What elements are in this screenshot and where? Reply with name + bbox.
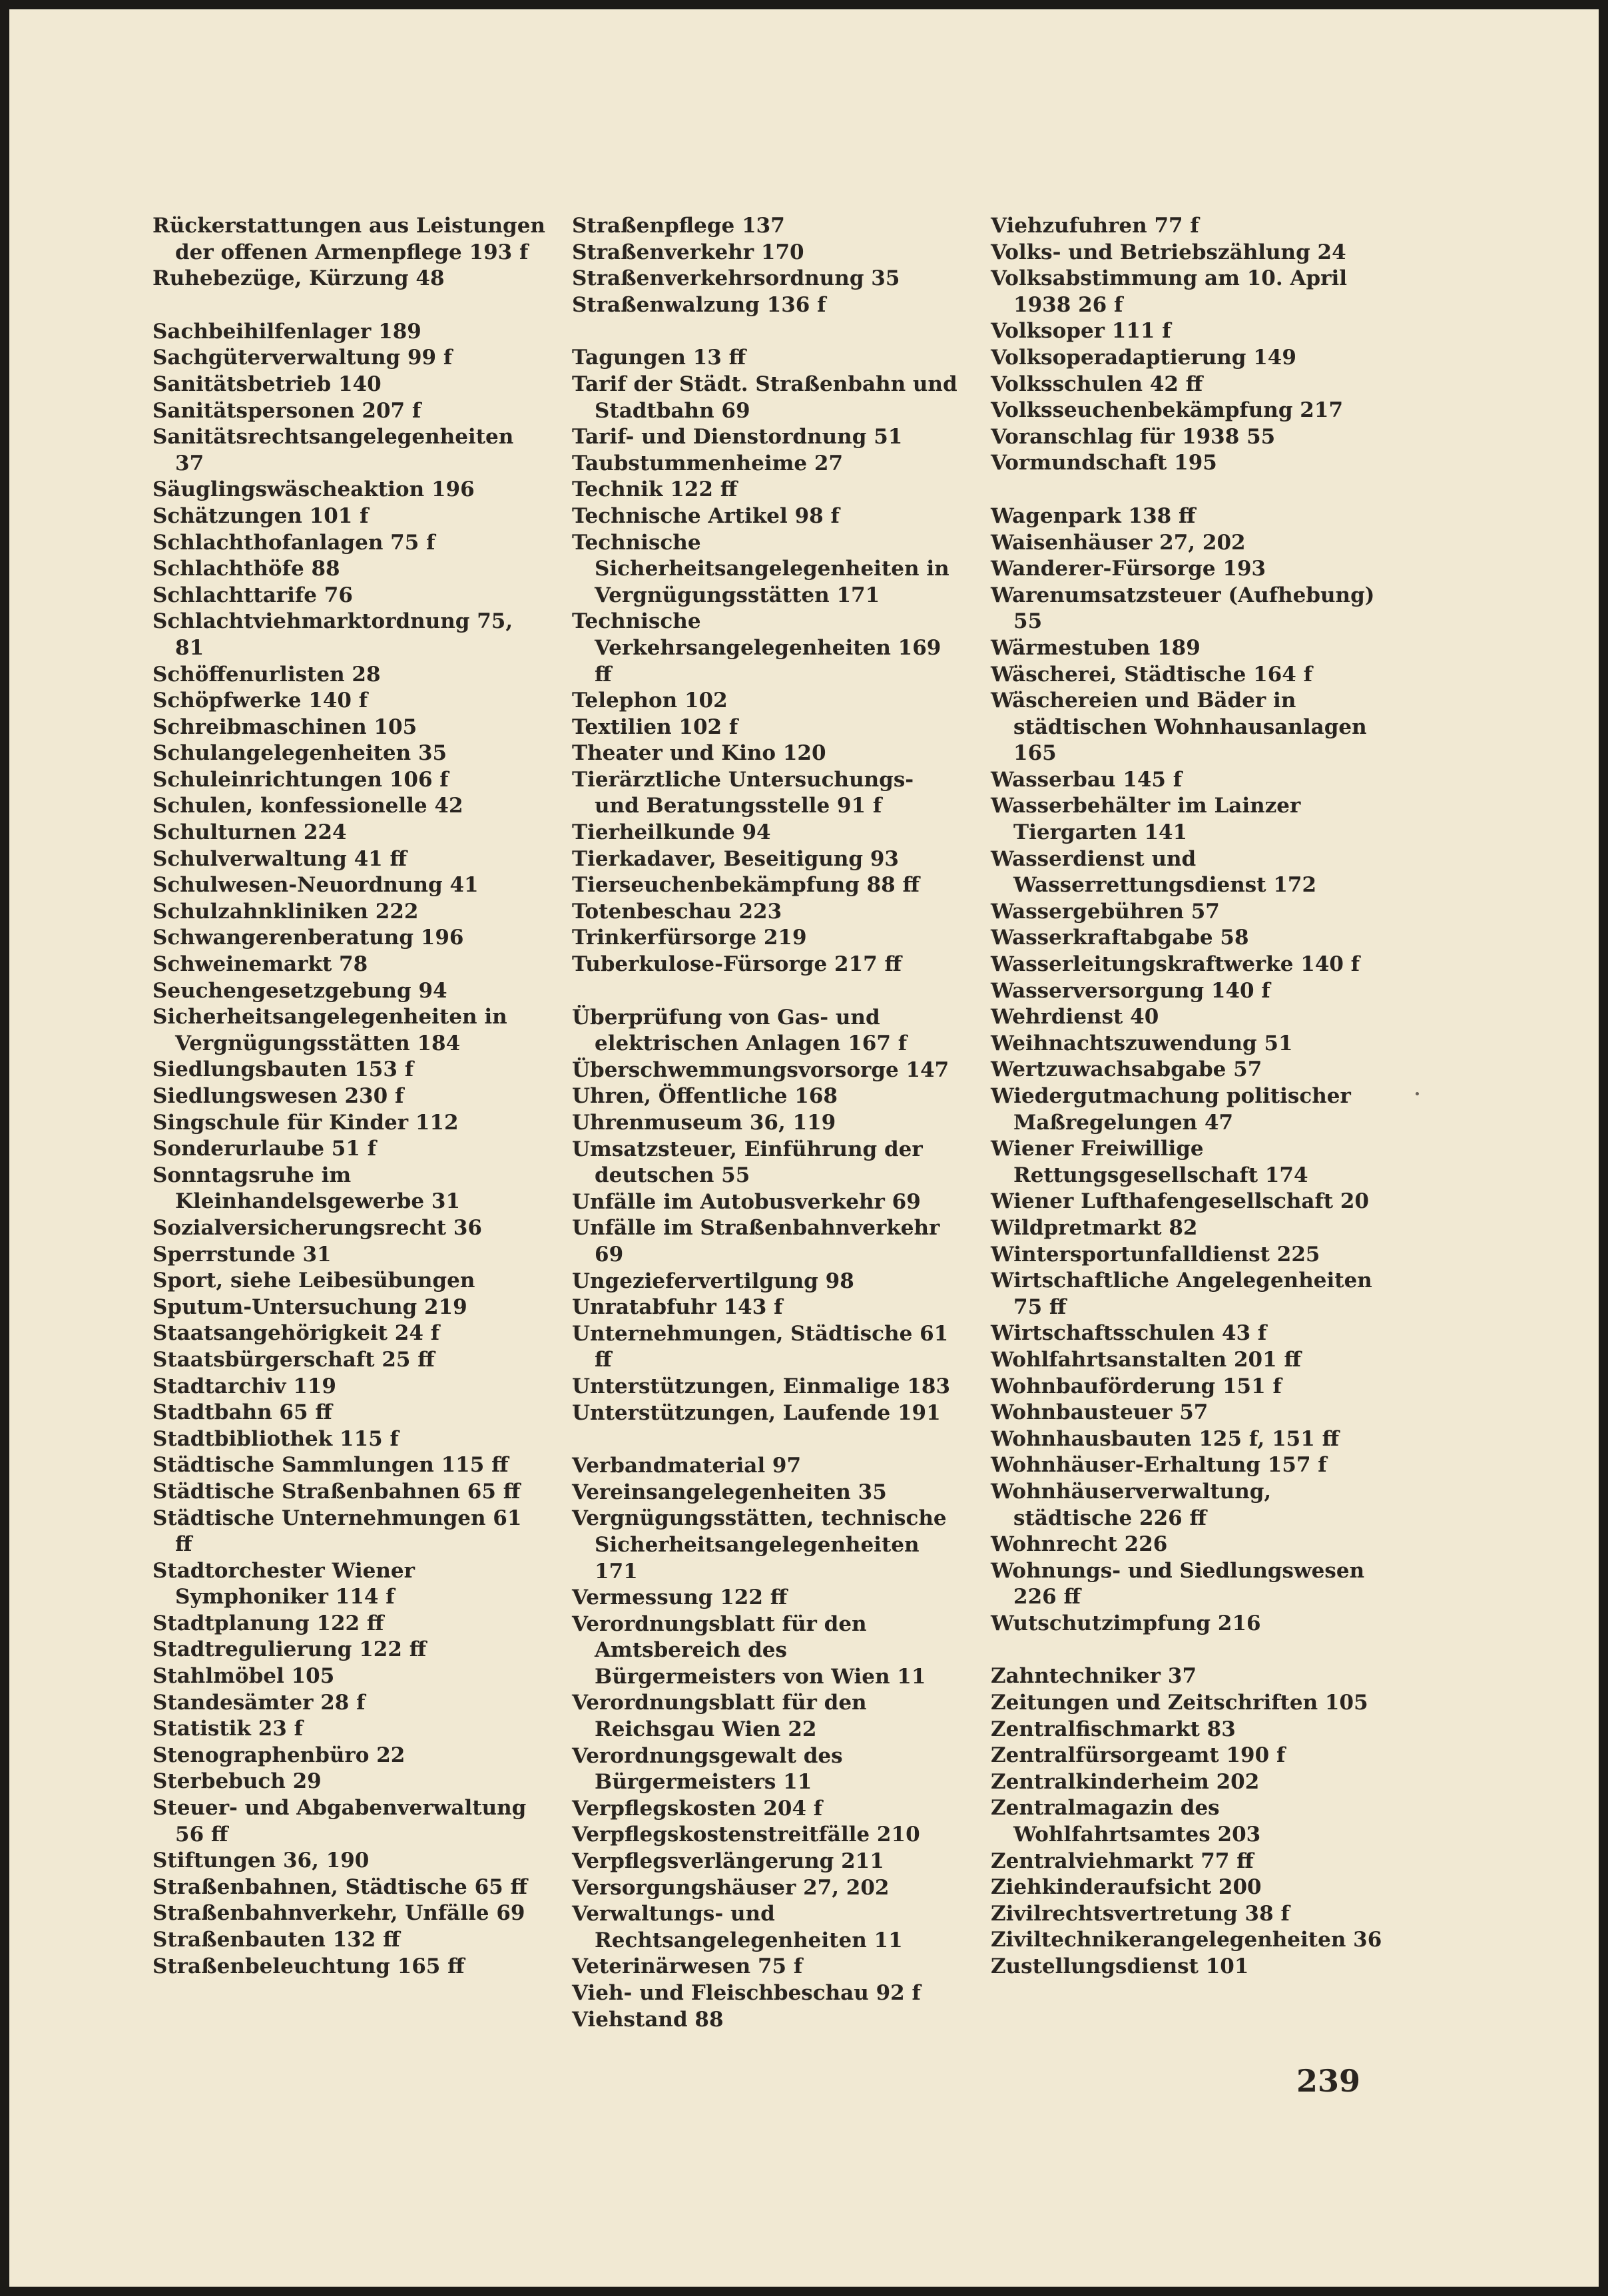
index-entry: Schreibmaschinen 105: [152, 715, 417, 739]
index-entry: Unfälle im Autobusverkehr 69: [572, 1189, 921, 1214]
index-entry: Wiener Freiwillige Rettungsgesellschaft 174: [991, 1137, 1308, 1187]
index-entry: Ziviltechnikerangelegenheiten 36: [991, 1928, 1382, 1952]
index-entry: Singschule für Kinder 112: [152, 1110, 459, 1135]
index-entry: Wagenpark 138 ff: [991, 503, 1196, 528]
index-entry: Tierkadaver, Beseitigung 93: [572, 846, 899, 871]
index-entry: Telephon 102: [572, 689, 728, 713]
index-entry: Totenbeschau 223: [572, 899, 782, 924]
index-entry: Sanitätsbetrieb 140: [152, 372, 382, 396]
index-entry: Technik 122 ff: [572, 477, 738, 502]
index-entry: Städtische Sammlungen 115 ff: [152, 1453, 509, 1478]
index-entry: Tierheilkunde 94: [572, 820, 771, 845]
index-entry: Schöpfwerke 140 f: [152, 689, 368, 713]
index-entry: Wäscherei, Städtische 164 f: [991, 662, 1312, 687]
index-entry: Volksoper 111 f: [991, 319, 1171, 344]
index-entry: Siedlungsbauten 153 f: [152, 1057, 414, 1082]
index-entry: Stadtorchester Wiener Symphoniker 114 f: [152, 1558, 415, 1609]
index-entry: Sachgüterverwaltung 99 f: [152, 346, 453, 370]
index-entry: Wohnbauförderung 151 f: [991, 1374, 1282, 1398]
index-entry: Zentralfischmarkt 83: [991, 1717, 1236, 1741]
index-entry: Zentralmagazin des Wohlfahrtsamtes 203: [991, 1796, 1261, 1847]
index-entry: Wohnhausbauten 125 f, 151 ff: [991, 1426, 1340, 1451]
index-entry: Tuberkulose-Fürsorge 217 ff: [572, 952, 902, 977]
index-entry: Ruhebezüge, Kürzung 48: [152, 266, 445, 291]
index-entry: Überprüfung von Gas- und elektrischen Anlagen 167 f: [572, 1005, 908, 1056]
index-column-2: [572, 213, 965, 2033]
page-number: 239: [1296, 2063, 1361, 2099]
index-entry: Seuchengesetzgebung 94: [152, 978, 447, 1003]
index-entry: Waisenhäuser 27, 202: [991, 530, 1246, 555]
index-entry: Zustellungsdienst 101: [991, 1954, 1249, 1978]
index-entry: Tagungen 13 ff: [572, 346, 746, 370]
index-entry: Sterbebuch 29: [152, 1769, 322, 1794]
index-entry: Stiftungen 36, 190: [152, 1849, 370, 1873]
index-entry: Technische Sicherheitsangelegenheiten in Vergnügungsstätten 171: [572, 530, 949, 607]
index-entry: Staatsangehörigkeit 24 f: [152, 1321, 440, 1346]
index-entry: Wasserversorgung 140 f: [991, 978, 1270, 1003]
index-entry: Volksseuchenbekämpfung 217: [991, 398, 1344, 423]
index-entry: Sperrstunde 31: [152, 1242, 332, 1267]
index-entry: Stadtarchiv 119: [152, 1374, 336, 1398]
index-entry: Steuer- und Abgabenverwaltung 56 ff: [152, 1796, 527, 1847]
index-entry: Zahntechniker 37: [991, 1664, 1197, 1689]
index-entry: Schulwesen-Neuordnung 41: [152, 873, 479, 898]
index-entry: Verwaltungs- und Rechtsangelegenheiten 11: [572, 1902, 903, 1952]
index-entry: Stadtplanung 122 ff: [152, 1611, 384, 1635]
index-entry: Taubstummenheime 27: [572, 451, 844, 475]
index-entry: Schöffenurlisten 28: [152, 662, 381, 687]
index-entry: Stadtbibliothek 115 f: [152, 1426, 399, 1451]
index-entry: Straßenverkehrsordnung 35: [572, 266, 900, 291]
index-entry: Wertzuwachsabgabe 57: [991, 1057, 1262, 1082]
index-entry: Vereinsangelegenheiten 35: [572, 1480, 887, 1504]
index-entry: Zivilrechtsvertretung 38 f: [991, 1901, 1290, 1926]
index-entry: Wäschereien und Bäder in städtischen Wohnhausanlagen 165: [991, 689, 1367, 766]
index-entry: Statistik 23 f: [152, 1717, 303, 1741]
index-entry: Sport, siehe Leibesübungen: [152, 1269, 475, 1293]
index-entry: Wassergebühren 57: [991, 899, 1220, 924]
index-entry: Textilien 102 f: [572, 715, 738, 739]
index-entry: Wohnbausteuer 57: [991, 1400, 1208, 1425]
index-entry: Sozialversicherungsrecht 36: [152, 1215, 483, 1240]
index-entry: Versorgungshäuser 27, 202: [572, 1875, 890, 1900]
index-entry: Volksoperadaptierung 149: [991, 345, 1296, 370]
index-entry: Schulturnen 224: [152, 820, 347, 845]
index-entry: Straßenbeleuchtung 165 ff: [152, 1954, 465, 1978]
index-entry: Weihnachtszuwendung 51: [991, 1031, 1293, 1055]
index-entry: Unterstützungen, Einmalige 183: [572, 1374, 951, 1398]
index-entry: Verordnungsblatt für den Amtsbereich des Bürgermeisters von Wien 11: [572, 1611, 926, 1689]
index-entry: Unfälle im Straßenbahnverkehr 69: [572, 1216, 940, 1267]
index-entry: Verordnungsgewalt des Bürgermeisters 11: [572, 1743, 843, 1795]
index-entry: Wasserbau 145 f: [991, 767, 1183, 792]
index-entry: Verbandmaterial 97: [572, 1454, 802, 1478]
index-entry: Stadtregulierung 122 ff: [152, 1637, 427, 1662]
index-entry: Sanitätspersonen 207 f: [152, 398, 421, 423]
index-entry: Wohnungs- und Siedlungswesen 226 ff: [991, 1558, 1365, 1609]
index-entry: Säuglingswäscheaktion 196: [152, 477, 475, 502]
index-entry: Zentralfürsorgeamt 190 f: [991, 1743, 1286, 1768]
index-entry: Tierseuchenbekämpfung 88 ff: [572, 873, 920, 898]
index-entry: Wintersportunfalldienst 225: [991, 1242, 1320, 1267]
index-entry: Viehzufuhren 77 f: [991, 214, 1199, 238]
index-entry: Wutschutzimpfung 216: [991, 1611, 1261, 1635]
index-column-3: [991, 213, 1384, 1980]
index-entry: Wasserbehälter im Lainzer Tiergarten 141: [991, 794, 1301, 845]
index-entry: Uhrenmuseum 36, 119: [572, 1111, 836, 1135]
index-entry: Verordnungsblatt für den Reichsgau Wien 22: [572, 1691, 867, 1742]
index-entry: Theater und Kino 120: [572, 741, 826, 766]
index-entry: Wärmestuben 189: [991, 635, 1201, 660]
paper-speck: [1416, 1092, 1419, 1095]
index-entry: Zentralviehmarkt 77 ff: [991, 1849, 1254, 1873]
index-entry: Wirtschaftsschulen 43 f: [991, 1321, 1267, 1346]
index-entry: Tierärztliche Untersuchungs- und Beratungsstelle 91 f: [572, 767, 914, 818]
index-column-1: [152, 213, 545, 1980]
index-entry: Überschwemmungsvorsorge 147: [572, 1057, 949, 1082]
index-entry: Technische Artikel 98 f: [572, 503, 840, 528]
index-entry: Stenographenbüro 22: [152, 1743, 405, 1767]
index-entry: Volksabstimmung am 10. April 1938 26 f: [991, 266, 1348, 317]
index-entry: Schulen, konfessionelle 42: [152, 794, 463, 818]
index-entry: Zentralkinderheim 202: [991, 1769, 1260, 1794]
index-entry: Volksschulen 42 ff: [991, 372, 1203, 396]
index-entry: Schweinemarkt 78: [152, 952, 368, 977]
index-entry: Vergnügungsstätten, technische Sicherheitsangelegenheiten 171: [572, 1506, 947, 1583]
index-entry: Wanderer-Fürsorge 193: [991, 557, 1266, 581]
index-entry: Tarif- und Dienstordnung 51: [572, 425, 903, 449]
index-entry: Staatsbürgerschaft 25 ff: [152, 1347, 435, 1372]
index-entry: Schulangelegenheiten 35: [152, 741, 447, 766]
index-entry: Stahlmöbel 105: [152, 1664, 335, 1689]
index-entry: Straßenverkehr 170: [572, 240, 804, 264]
index-entry: Schätzungen 101 f: [152, 503, 369, 528]
index-entry: Wasserleitungskraftwerke 140 f: [991, 952, 1360, 977]
index-entry: Schulverwaltung 41 ff: [152, 846, 407, 871]
index-entry: Verpflegskostenstreitfälle 210: [572, 1823, 920, 1847]
index-entry: Voranschlag für 1938 55: [991, 424, 1276, 449]
index-entry: Unternehmungen, Städtische 61 ff: [572, 1321, 949, 1372]
index-page: [9, 9, 1599, 2287]
index-entry: Schlachtviehmarktordnung 75, 81: [152, 609, 513, 660]
index-entry: Vieh- und Fleischbeschau 92 f: [572, 1981, 921, 2005]
index-entry: Veterinärwesen 75 f: [572, 1954, 803, 1979]
index-entry: Schlachttarife 76: [152, 583, 353, 607]
index-entry: Straßenpflege 137: [572, 214, 785, 238]
index-entry: Wiedergutmachung politischer Maßregelungen 47: [991, 1084, 1351, 1135]
index-entry: Trinkerfürsorge 219: [572, 926, 807, 950]
index-entry: Sanitätsrechtsangelegenheiten 37: [152, 425, 514, 475]
index-entry: Rückerstattungen aus Leistungen der offenen Armenpflege 193 f: [152, 214, 545, 264]
index-entry: Sicherheitsangelegenheiten in Vergnügungsstätten 184: [152, 1005, 507, 1055]
index-entry: Verpflegskosten 204 f: [572, 1796, 823, 1821]
index-entry: Wiener Lufthafengesellschaft 20: [991, 1189, 1370, 1214]
index-entry: Straßenbahnverkehr, Unfälle 69: [152, 1901, 525, 1926]
index-entry: Volks- und Betriebszählung 24: [991, 240, 1346, 264]
index-entry: Wohnhäuser-Erhaltung 157 f: [991, 1453, 1327, 1478]
index-entry: Wasserdienst und Wasserrettungsdienst 172: [991, 846, 1317, 898]
index-entry: Siedlungswesen 230 f: [152, 1084, 404, 1108]
index-entry: Stadtbahn 65 ff: [152, 1400, 332, 1425]
index-entry: Wohlfahrtsanstalten 201 ff: [991, 1347, 1301, 1372]
index-entry: Städtische Straßenbahnen 65 ff: [152, 1479, 521, 1504]
index-entry: Wildpretmarkt 82: [991, 1215, 1198, 1240]
index-entry: Vermessung 122 ff: [572, 1585, 788, 1610]
index-entry: Sonderurlaube 51 f: [152, 1137, 377, 1161]
index-entry: Vormundschaft 195: [991, 451, 1217, 475]
index-entry: Technische Verkehrsangelegenheiten 169 ff: [572, 609, 941, 687]
index-entry: Schulzahnkliniken 222: [152, 899, 419, 924]
index-entry: Städtische Unternehmungen 61 ff: [152, 1506, 522, 1557]
index-entry: Straßenwalzung 136 f: [572, 292, 826, 317]
index-entry: Straßenbauten 132 ff: [152, 1928, 400, 1952]
index-entry: Schuleinrichtungen 106 f: [152, 767, 449, 792]
index-entry: Schlachthofanlagen 75 f: [152, 530, 435, 555]
index-entry: Verpflegsverlängerung 211: [572, 1849, 884, 1874]
index-entry: Straßenbahnen, Städtische 65 ff: [152, 1874, 527, 1899]
index-entry: Wasserkraftabgabe 58: [991, 926, 1249, 950]
index-entry: Ziehkinderaufsicht 200: [991, 1875, 1262, 1900]
index-entry: Wehrdienst 40: [991, 1005, 1159, 1029]
index-entry: Umsatzsteuer, Einführung der deutschen 55: [572, 1137, 923, 1188]
index-entry: Unratabfuhr 143 f: [572, 1295, 783, 1320]
index-entry: Sputum-Untersuchung 219: [152, 1294, 467, 1319]
index-entry: Wohnhäuserverwaltung, städtische 226 ff: [991, 1479, 1272, 1530]
index-entry: Schlachthöfe 88: [152, 557, 340, 581]
index-entry: Wirtschaftliche Angelegenheiten 75 ff: [991, 1269, 1372, 1319]
index-entry: Sachbeihilfenlager 189: [152, 319, 421, 344]
index-entry: Wohnrecht 226: [991, 1532, 1168, 1557]
index-entry: Standesämter 28 f: [152, 1690, 366, 1715]
index-entry: Ungeziefervertilgung 98: [572, 1269, 854, 1293]
index-entry: Warenumsatzsteuer (Aufhebung) 55: [991, 583, 1375, 634]
index-entry: Tarif der Städt. Straßenbahn und Stadtbahn 69: [572, 372, 957, 423]
index-entry: Unterstützungen, Laufende 191: [572, 1400, 941, 1425]
index-entry: Zeitungen und Zeitschriften 105: [991, 1691, 1368, 1715]
index-entry: Sonntagsruhe im Kleinhandelsgewerbe 31: [152, 1163, 461, 1214]
index-entry: Viehstand 88: [572, 2007, 724, 2032]
index-entry: Schwangerenberatung 196: [152, 926, 464, 950]
index-entry: Uhren, Öffentliche 168: [572, 1084, 838, 1109]
